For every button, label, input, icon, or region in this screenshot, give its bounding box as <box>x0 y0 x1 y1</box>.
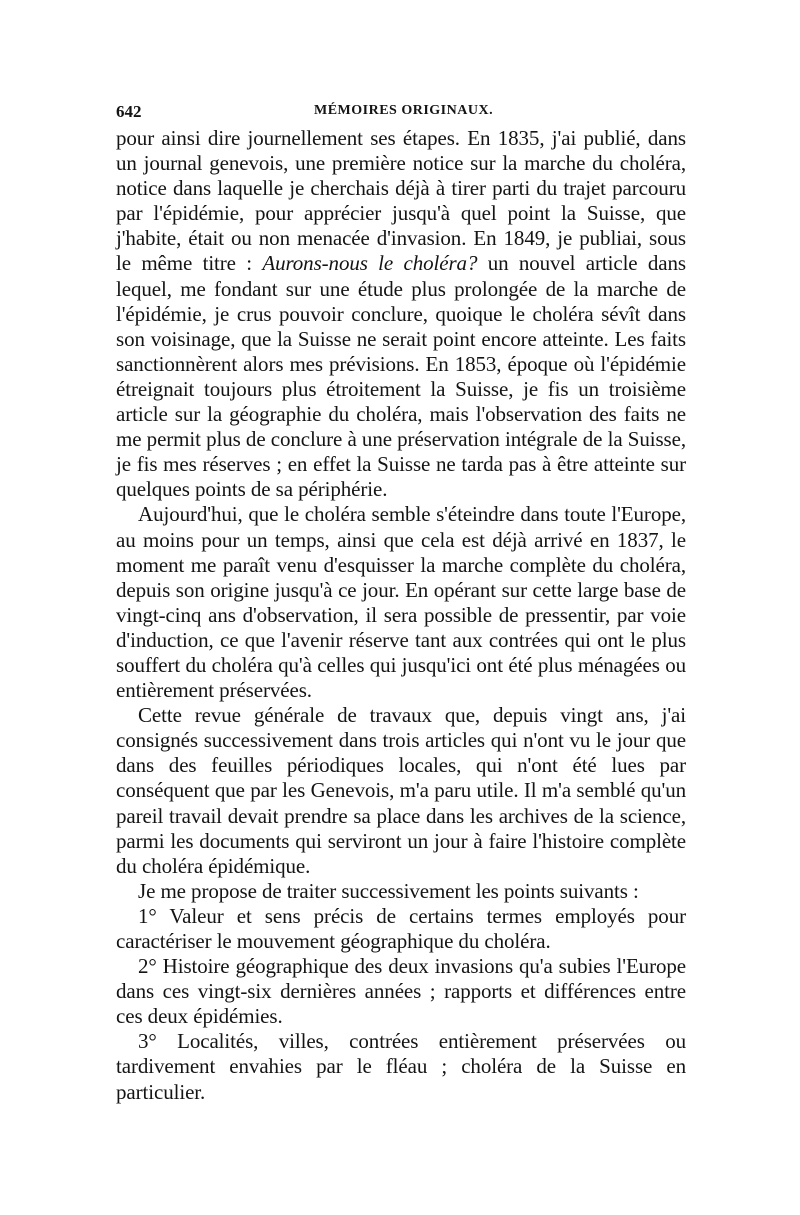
list-item: 2° Histoire géographique des deux invasions qu'a subies l'Europe dans ces vingt-six dernières années ; rapports et différences entre ces deux épidémies. <box>116 954 686 1029</box>
running-head-title: MÉMOIRES ORIGINAUX. <box>314 103 494 118</box>
paragraph: Aujourd'hui, que le choléra semble s'éteindre dans toute l'Europe, au moins pour un temps, ainsi que cela est déjà arrivé en 1837, le moment me paraît venu d'esquisser la marche complète du choléra, depuis son origine jusqu'à ce jour. En opérant sur cette large base de vingt-cinq ans d'observation, il sera possible de pressentir, par voie d'induction, ce que l'avenir réserve tant aux contrées qui ont le plus souffert du choléra qu'à celles qui jusqu'ici ont été plus ménagées ou entièrement préservées. <box>116 502 686 703</box>
article-title-italic: Aurons-nous le choléra? <box>262 251 478 276</box>
paragraph: Cette revue générale de travaux que, depuis vingt ans, j'ai consignés successivement dans trois articles qui n'ont vu le jour que dans des feuilles périodiques locales, qui n'ont été lues par conséquent que par les Genevois, m'a paru utile. Il m'a semblé qu'un pareil travail devait prendre sa place dans les archives de la science, parmi les documents qui serviront un jour à faire l'histoire complète du choléra épidémique. <box>116 703 686 878</box>
list-item: 3° Localités, villes, contrées entièrement préservées ou tardivement envahies par le fléau ; choléra de la Suisse en particulier. <box>116 1029 686 1104</box>
paragraph-text: pour ainsi dire journellement ses étapes. En 1835, j'ai publié, dans un journal genevois, une première notice sur la marche du choléra, notice dans laquelle je cherchais déjà à tirer parti du trajet parcouru par l'épidémie, pour apprécier jusqu'à quel point la Suisse, que j'habite, était ou non menacée d'invasion. En 1849, je publiai, sous le même titre : <box>116 126 686 276</box>
paragraph: Je me propose de traiter successivement les points suivants : <box>138 878 639 903</box>
paragraph-continuation <box>116 126 686 502</box>
body-text <box>116 126 686 1105</box>
list-item: 1° Valeur et sens précis de certains termes employés pour caractériser le mouvement géographique du choléra. <box>116 903 686 953</box>
page-number: 642 <box>116 102 142 121</box>
running-head <box>116 96 686 126</box>
paragraph-text: un nouvel article dans lequel, me fondant sur une étude plus prolongée de la marche de l'épidémie, je crus pouvoir conclure, quoique le choléra sévît dans son voisinage, que la Suisse ne serait point encore atteinte. Les faits sanctionnèrent alors mes prévisions. En 1853, époque où l'épidémie étreignait toujours plus étroitement la Suisse, je fis un troisième article sur la géographie du choléra, mais l'observation des faits ne me permit plus de conclure à une préservation intégrale de la Suisse, je fis mes réserves ; en effet la Suisse ne tarda pas à être atteinte sur quelques points de sa périphérie. <box>116 251 686 502</box>
